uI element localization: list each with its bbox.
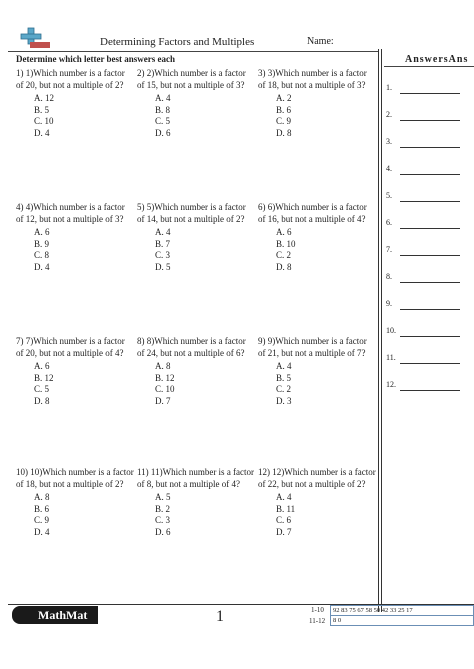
answer-option: B. 11	[276, 503, 296, 514]
answer-line-row	[386, 299, 466, 311]
answer-option: B. 6	[276, 104, 292, 115]
answer-option: D. 4	[34, 127, 50, 138]
question-text: Which number is a factor of 8, but not a multiple of 4?	[137, 467, 255, 489]
question-stem	[137, 467, 255, 490]
answer-option: D. 4	[34, 526, 50, 537]
answer-option: D. 4	[34, 261, 50, 272]
answer-option: B. 12	[155, 372, 175, 383]
question-block	[16, 68, 134, 139]
question-stem	[16, 68, 134, 91]
answer-option: D. 7	[276, 526, 292, 537]
question-number: 10) 10)	[16, 467, 43, 477]
answer-line-row	[386, 272, 466, 284]
answer-blank-line[interactable]	[400, 228, 460, 229]
question-number: 2) 2)	[137, 68, 155, 78]
question-stem	[258, 202, 376, 225]
question-number: 12) 12)	[258, 467, 285, 477]
instructions-text: Determine which letter best answers each	[16, 54, 176, 64]
brand-logo: MathMat	[12, 606, 98, 624]
answer-option: D. 7	[155, 395, 171, 406]
question-stem	[258, 68, 376, 91]
answer-line-row	[386, 326, 466, 338]
answer-blank-line[interactable]	[400, 282, 460, 283]
name-label: Name:	[307, 36, 334, 47]
question-block	[137, 336, 255, 407]
answer-blank-line[interactable]	[400, 120, 460, 121]
answer-option: A. 8	[155, 361, 171, 371]
answer-number: 4.	[386, 164, 392, 173]
question-stem	[16, 467, 134, 490]
question-block	[258, 336, 376, 407]
question-number: 11) 11)	[137, 467, 163, 477]
answer-number: 9.	[386, 299, 392, 308]
question-stem	[137, 202, 255, 225]
answer-blank-line[interactable]	[400, 336, 460, 337]
answer-number: 1.	[386, 83, 392, 92]
question-block	[16, 467, 134, 538]
question-text: Which number is a factor of 16, but not a multiple of 4?	[258, 202, 367, 224]
question-text: Which number is a factor of 14, but not a multiple of 2?	[137, 202, 246, 224]
question-stem	[137, 68, 255, 91]
header-divider	[8, 51, 378, 52]
answer-option: A. 4	[276, 492, 292, 502]
answer-option: A. 4	[155, 93, 171, 103]
question-stem	[16, 202, 134, 225]
answer-option: B. 8	[155, 104, 171, 115]
answer-number: 5.	[386, 191, 392, 200]
answer-line-row	[386, 191, 466, 203]
answer-number: 7.	[386, 245, 392, 254]
answer-option: C. 5	[155, 116, 171, 126]
score-row-label: 1-10	[311, 606, 324, 614]
question-block	[16, 336, 134, 407]
answer-option: A. 5	[155, 492, 171, 502]
question-number: 1) 1)	[16, 68, 34, 78]
answer-option: C. 2	[276, 250, 292, 260]
answer-option: B. 6	[34, 503, 50, 514]
answers-heading: AnswersAns	[405, 54, 469, 65]
answer-line-row	[386, 110, 466, 122]
score-row-label: 11-12	[309, 617, 326, 625]
answer-line-row	[386, 380, 466, 392]
answer-blank-line[interactable]	[400, 147, 460, 148]
answer-line-row	[386, 164, 466, 176]
answer-line-row	[386, 218, 466, 230]
question-block	[137, 467, 255, 538]
answer-option: C. 5	[34, 384, 50, 394]
answer-line-row	[386, 83, 466, 95]
answer-blank-line[interactable]	[400, 174, 460, 175]
question-block	[258, 467, 376, 538]
answer-option: B. 10	[276, 238, 296, 249]
question-text: Which number is a factor of 24, but not a multiple of 6?	[137, 336, 246, 358]
question-number: 9) 9)	[258, 336, 276, 346]
answer-option: A. 6	[34, 227, 50, 237]
question-block	[16, 202, 134, 273]
answer-option: A. 4	[276, 361, 292, 371]
answer-option: B. 5	[34, 104, 50, 115]
answer-option: B. 2	[155, 503, 171, 514]
answer-line-row	[386, 353, 466, 365]
answer-option: B. 12	[34, 372, 54, 383]
answer-option: A. 6	[34, 361, 50, 371]
question-block	[258, 202, 376, 273]
answer-column-divider	[378, 49, 379, 612]
answer-option: D. 8	[34, 395, 50, 406]
answer-option: C. 3	[155, 515, 171, 525]
question-number: 6) 6)	[258, 202, 276, 212]
answer-blank-line[interactable]	[400, 201, 460, 202]
question-text: Which number is a factor of 12, but not a multiple of 3?	[16, 202, 125, 224]
question-text: Which number is a factor of 22, but not a multiple of 2?	[258, 467, 376, 489]
answer-option: C. 9	[34, 515, 50, 525]
question-text: Which number is a factor of 20, but not a multiple of 2?	[16, 68, 125, 90]
answer-option: A. 8	[34, 492, 50, 502]
question-number: 4) 4)	[16, 202, 34, 212]
answer-option: A. 4	[155, 227, 171, 237]
question-stem	[258, 467, 376, 490]
answer-option: C. 8	[34, 250, 50, 260]
answer-option: C. 10	[155, 384, 175, 394]
answer-option: D. 3	[276, 395, 292, 406]
answer-option: B. 7	[155, 238, 171, 249]
score-table-divider	[330, 615, 474, 616]
answer-option: D. 5	[155, 261, 171, 272]
answers-divider	[384, 66, 474, 67]
answer-option: A. 12	[34, 93, 54, 103]
question-stem	[137, 336, 255, 359]
answer-option: D. 8	[276, 127, 292, 138]
answer-option: B. 9	[34, 238, 50, 249]
answer-line-row	[386, 245, 466, 257]
score-row-values: 92 83 75 67 58 50 42 33 25 17	[333, 607, 413, 614]
question-text: Which number is a factor of 15, but not a multiple of 3?	[137, 68, 246, 90]
question-text: Which number is a factor of 18, but not a multiple of 3?	[258, 68, 367, 90]
answer-blank-line[interactable]	[400, 93, 460, 94]
answer-option: C. 10	[34, 116, 54, 126]
question-text: Which number is a factor of 18, but not a multiple of 2?	[16, 467, 134, 489]
answer-option: D. 6	[155, 526, 171, 537]
question-block	[137, 202, 255, 273]
answer-blank-line[interactable]	[400, 390, 460, 391]
score-row-values: 8 0	[333, 617, 342, 624]
question-number: 8) 8)	[137, 336, 155, 346]
answer-line-row	[386, 137, 466, 149]
question-text: Which number is a factor of 21, but not a multiple of 7?	[258, 336, 367, 358]
question-stem	[16, 336, 134, 359]
answer-option: D. 6	[155, 127, 171, 138]
answer-blank-line[interactable]	[400, 363, 460, 364]
answer-option: C. 3	[155, 250, 171, 260]
answer-option: C. 2	[276, 384, 292, 394]
answer-blank-line[interactable]	[400, 309, 460, 310]
answer-number: 10.	[386, 326, 396, 335]
answer-number: 3.	[386, 137, 392, 146]
worksheet-title: Determining Factors and Multiples	[100, 36, 255, 48]
worksheet-logo-icon	[14, 26, 52, 50]
question-block	[258, 68, 376, 139]
question-text: Which number is a factor of 20, but not a multiple of 4?	[16, 336, 125, 358]
answer-number: 12.	[386, 380, 396, 389]
answer-number: 11.	[386, 353, 396, 362]
answer-blank-line[interactable]	[400, 255, 460, 256]
answer-number: 8.	[386, 272, 392, 281]
answer-option: A. 6	[276, 227, 292, 237]
question-number: 7) 7)	[16, 336, 34, 346]
answer-option: C. 9	[276, 116, 292, 126]
answer-option: D. 8	[276, 261, 292, 272]
question-stem	[258, 336, 376, 359]
page-number: 1	[216, 608, 224, 625]
answer-number: 2.	[386, 110, 392, 119]
question-block	[137, 68, 255, 139]
answer-option: A. 2	[276, 93, 292, 103]
answer-option: B. 5	[276, 372, 292, 383]
answer-number: 6.	[386, 218, 392, 227]
question-number: 3) 3)	[258, 68, 276, 78]
answer-option: C. 6	[276, 515, 292, 525]
question-number: 5) 5)	[137, 202, 155, 212]
answer-column-divider	[381, 49, 382, 612]
